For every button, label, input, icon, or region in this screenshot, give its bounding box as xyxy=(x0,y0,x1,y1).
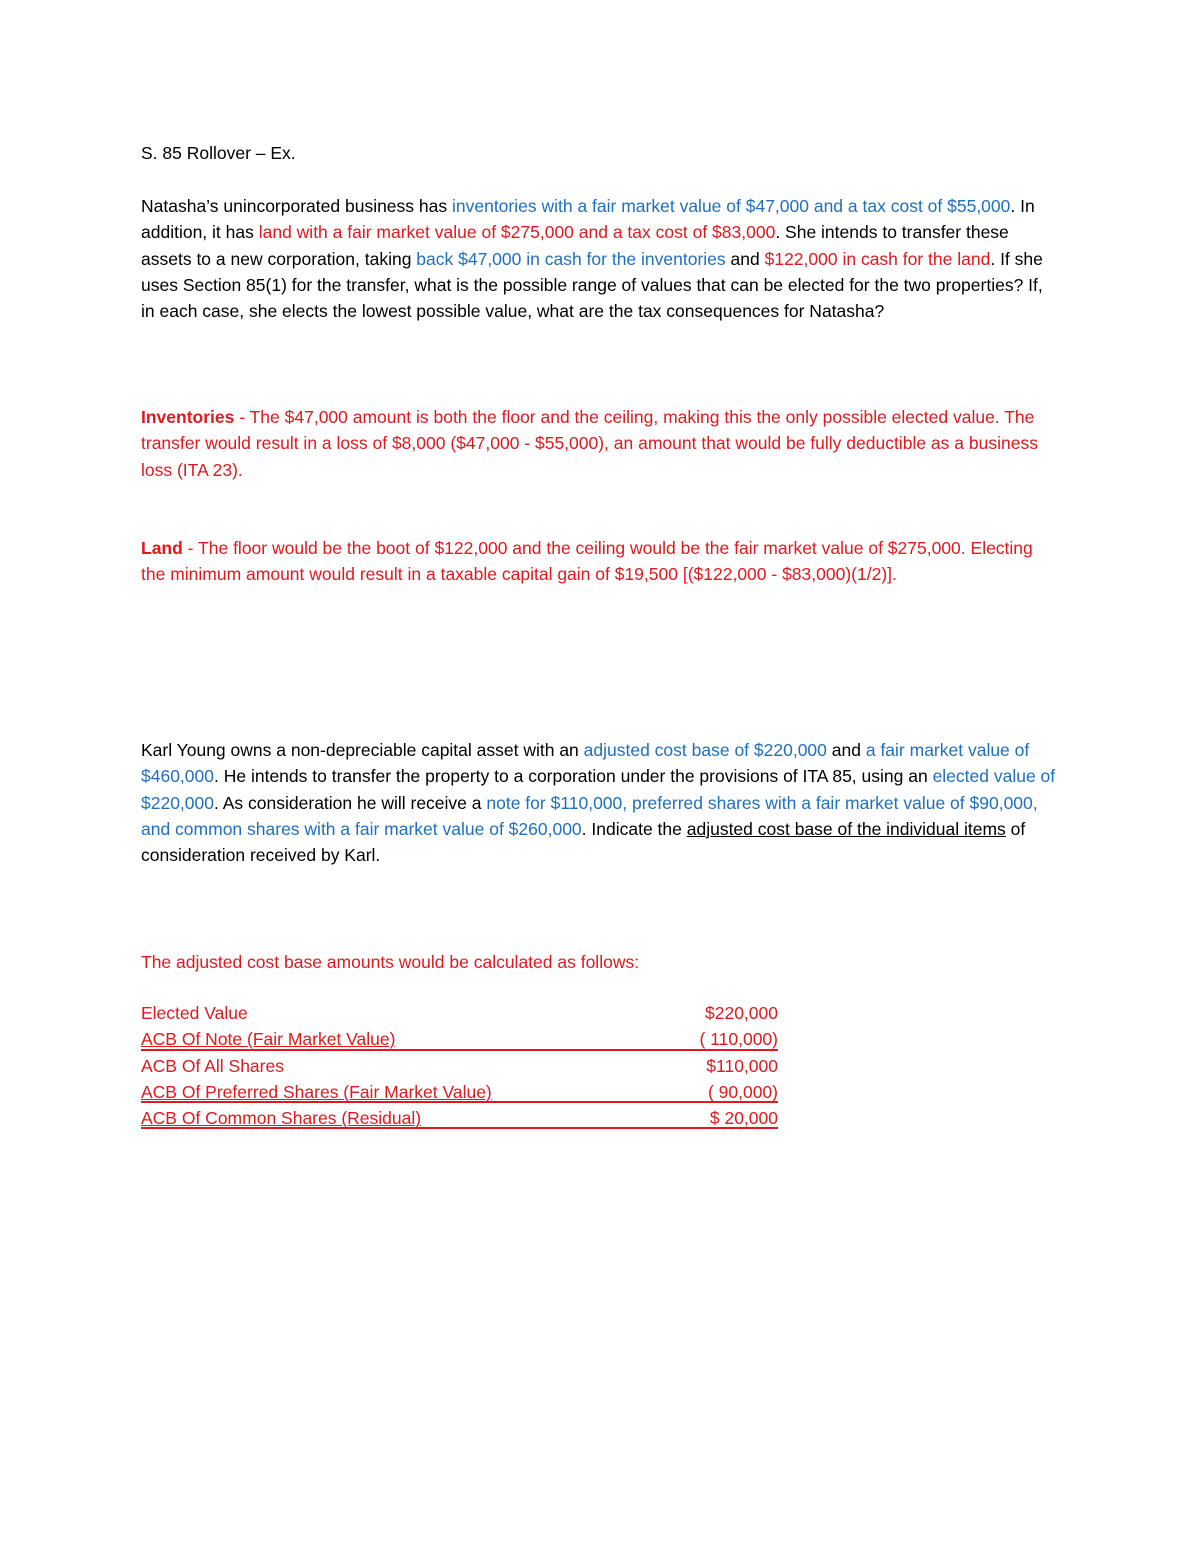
answer-land-heading: Land xyxy=(141,538,183,558)
q2-text-9: . Indicate the xyxy=(581,818,687,839)
question-2-paragraph xyxy=(141,737,1061,868)
q2-text-3: and xyxy=(826,740,866,760)
acb-row-label: ACB Of All Shares xyxy=(141,1055,284,1076)
q2-text-7: . As consideration he will receive a xyxy=(214,792,487,813)
acb-row-preferred-shares xyxy=(141,1079,778,1105)
acb-row-value: $110,000 xyxy=(706,1055,778,1076)
q1-text-9: . If she uses Section 85(1) for the transfer, what is the possible range of values that can be elected for the two properties? If, in each case, she elects the lowest possible value, what are the tax consequences for Natasha? xyxy=(141,248,1043,322)
q2-fmv-highlight: a fair market value of $460,000 xyxy=(141,740,1030,787)
q1-text-7: and xyxy=(725,248,765,269)
acb-row-common-shares xyxy=(141,1105,778,1131)
q1-text-1: Natasha’s unincorporated business has xyxy=(141,196,452,216)
answer-inventories-body: - The $47,000 amount is both the floor and the ceiling, making this the only possible elected value. The transfer would result in a loss of $8,000 ($47,000 - $55,000), an amount that would be fully deductible as a business loss (ITA 23). xyxy=(141,407,1038,480)
acb-row-label: Elected Value xyxy=(141,1003,248,1023)
acb-row-label: ACB Of Note (Fair Market Value) xyxy=(141,1029,396,1050)
acb-row-all-shares xyxy=(141,1053,778,1079)
acb-row-value: ( 90,000) xyxy=(707,1081,778,1102)
q2-underlined-phrase: adjusted cost base of the individual items xyxy=(686,818,1006,839)
q1-land-highlight: land with a fair market value of $275,000 and a tax cost of $83,000 xyxy=(258,222,776,243)
acb-row-value: $ 20,000 xyxy=(709,1108,778,1129)
q1-cash-inventories-highlight: back $47,000 in cash for the inventories xyxy=(416,248,726,269)
q2-text-11: of consideration received by Karl. xyxy=(141,818,1026,866)
acb-row-elected-value xyxy=(141,1000,778,1026)
acb-row-value: $220,000 xyxy=(705,1003,778,1023)
q1-inventories-highlight: inventories with a fair market value of $47,000 and a tax cost of $55,000 xyxy=(451,196,1011,216)
acb-row-note xyxy=(141,1026,778,1052)
q2-elected-highlight: elected value of $220,000 xyxy=(141,766,1056,813)
q1-text-3: . In addition, it has xyxy=(141,196,1035,243)
answer-inventories-heading: Inventories xyxy=(141,407,235,427)
q2-consideration-highlight: note for $110,000, preferred shares with a fair market value of $90,000, and common shares with a fair market value of $260,000 xyxy=(141,792,1038,839)
answer-2-intro: The adjusted cost base amounts would be calculated as follows: xyxy=(141,952,640,972)
answer-land-paragraph xyxy=(141,535,1061,588)
q1-text-5: . She intends to transfer these assets to a new corporation, taking xyxy=(141,222,1009,269)
answer-inventories-paragraph xyxy=(141,404,1061,483)
q2-acb-highlight: adjusted cost base of $220,000 xyxy=(583,740,827,760)
answer-land-body: - The floor would be the boot of $122,000 and the ceiling would be the fair market value of $275,000. Electing the minimum amount would result in a taxable capital gain of $19,500 [($122,000 - $83,000)(1/2)]. xyxy=(141,538,1033,585)
acb-row-value: ( 110,000) xyxy=(699,1029,778,1050)
acb-calculation-table xyxy=(141,1000,778,1131)
document-title: S. 85 Rollover – Ex. xyxy=(141,143,296,163)
question-1-paragraph xyxy=(141,193,1061,324)
q2-text-1: Karl Young owns a non-depreciable capital asset with an xyxy=(141,740,584,760)
q2-text-5: . He intends to transfer the property to a corporation under the provisions of ITA 85, using an xyxy=(214,766,933,787)
q1-cash-land-highlight: $122,000 in cash for the land xyxy=(764,248,991,269)
acb-row-label: ACB Of Preferred Shares (Fair Market Value) xyxy=(141,1081,492,1102)
acb-row-label: ACB Of Common Shares (Residual) xyxy=(141,1108,422,1129)
